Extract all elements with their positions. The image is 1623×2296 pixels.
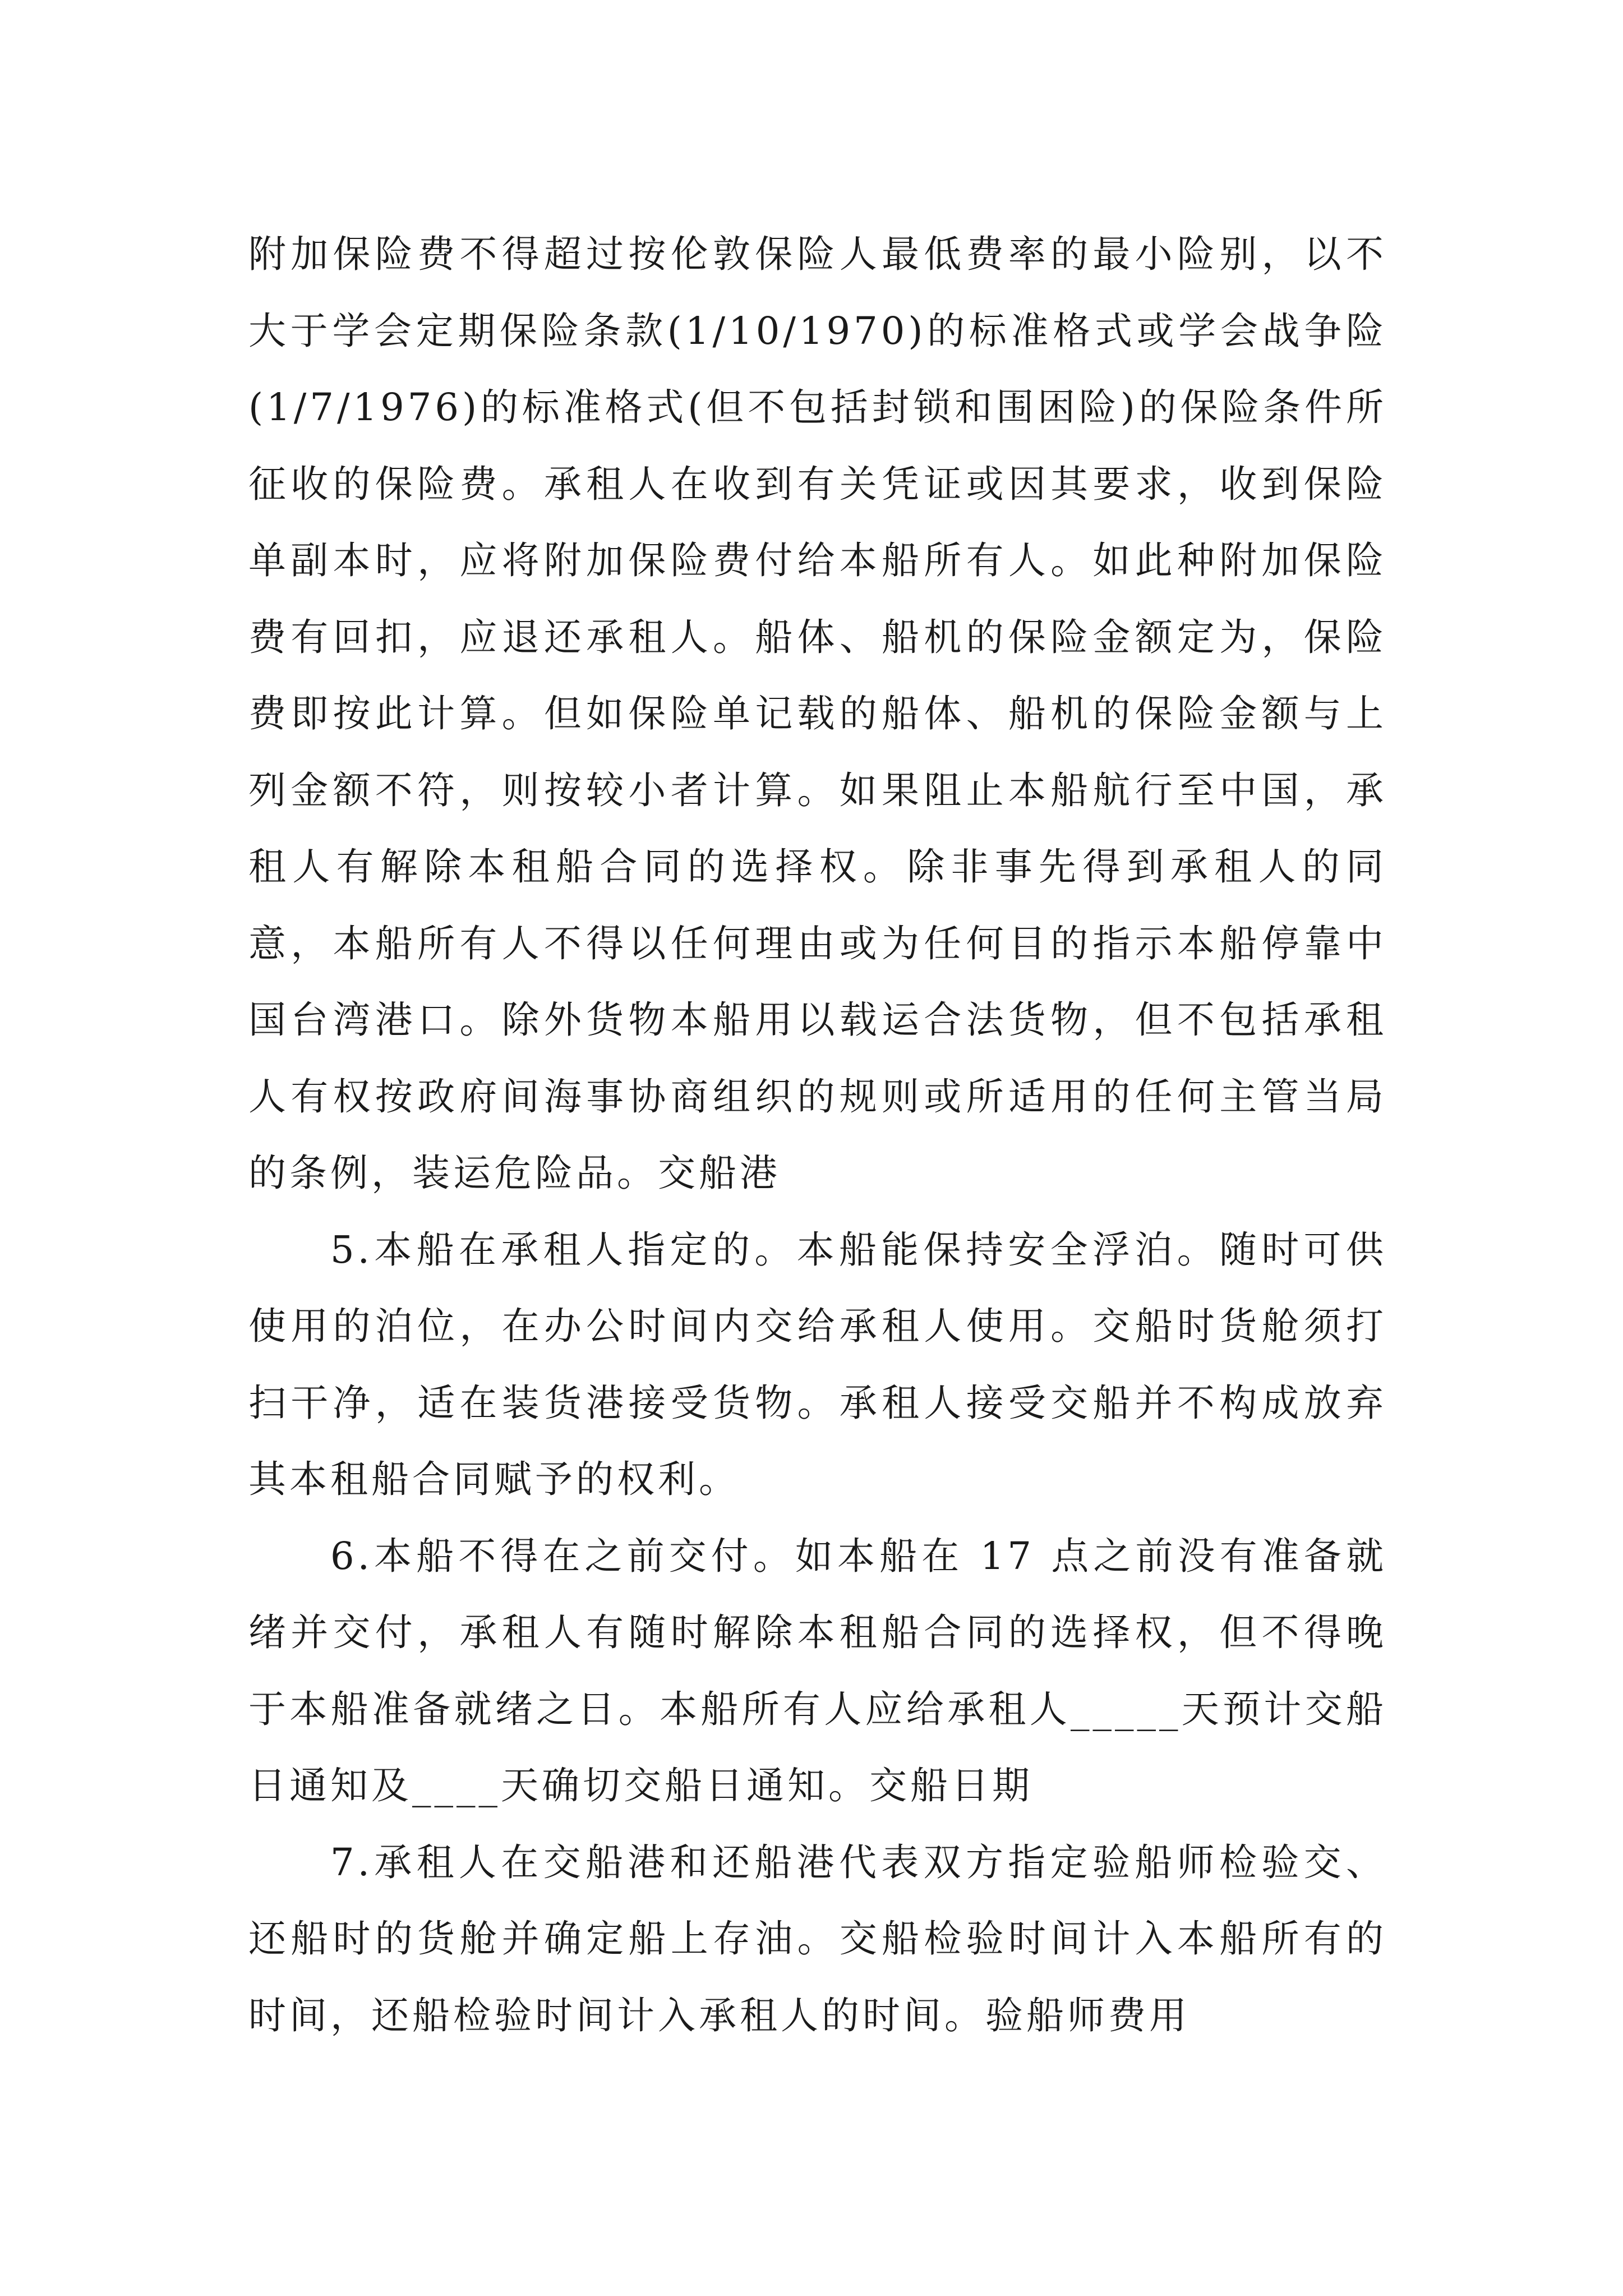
paragraph-clause-7: 7.承租人在交船港和还船港代表双方指定验船师检验交、还船时的货舱并确定船上存油。交船检验时间计入本船所有的时间，还船检验时间计入承租人的时间。验船师费用 <box>248 1840 1387 2037</box>
paragraph-insurance: 附加保险费不得超过按伦敦保险人最低费率的最小险别，以不大于学会定期保险条款(1/10/1970)的标准格式或学会战争险(1/7/1976)的标准格式(但不包括封锁和围困险)的保险条件所征收的保险费。承租人在收到有关凭证或因其要求，收到保险单副本时，应将附加保险费付给本船所有人。如此种附加保险费有回扣，应退还承租人。船体、船机的保险金额定为，保险费即按此计算。但如保险单记载的船体、船机的保险金额与上列金额不符，则按较小者计算。如果阻止本船航行至中国，承租人有解除本租船合同的选择权。除非事先得到承租人的同意，本船所有人不得以任何理由或为任何目的指示本船停靠中国台湾港口。除外货物本船用以载运合法货物，但不包括承租人有权按政府间海事协商组织的规则或所适用的任何主管当局的条例，装运危险品。交船港 <box>248 232 1387 1195</box>
paragraph-clause-5: 5.本船在承租人指定的。本船能保持安全浮泊。随时可供使用的泊位，在办公时间内交给承租人使用。交船时货舱须打扫干净，适在装货港接受货物。承租人接受交船并不构成放弃其本租船合同赋予的权利。 <box>248 1227 1387 1501</box>
document-body <box>248 216 1387 2054</box>
paragraph-clause-6: 6.本船不得在之前交付。如本船在 17 点之前没有准备就绪并交付，承租人有随时解除本租船合同的选择权，但不得晚于本船准备就绪之日。本船所有人应给承租人_____天预计交船日通知及____天确切交船日通知。交船日期 <box>248 1534 1387 1807</box>
